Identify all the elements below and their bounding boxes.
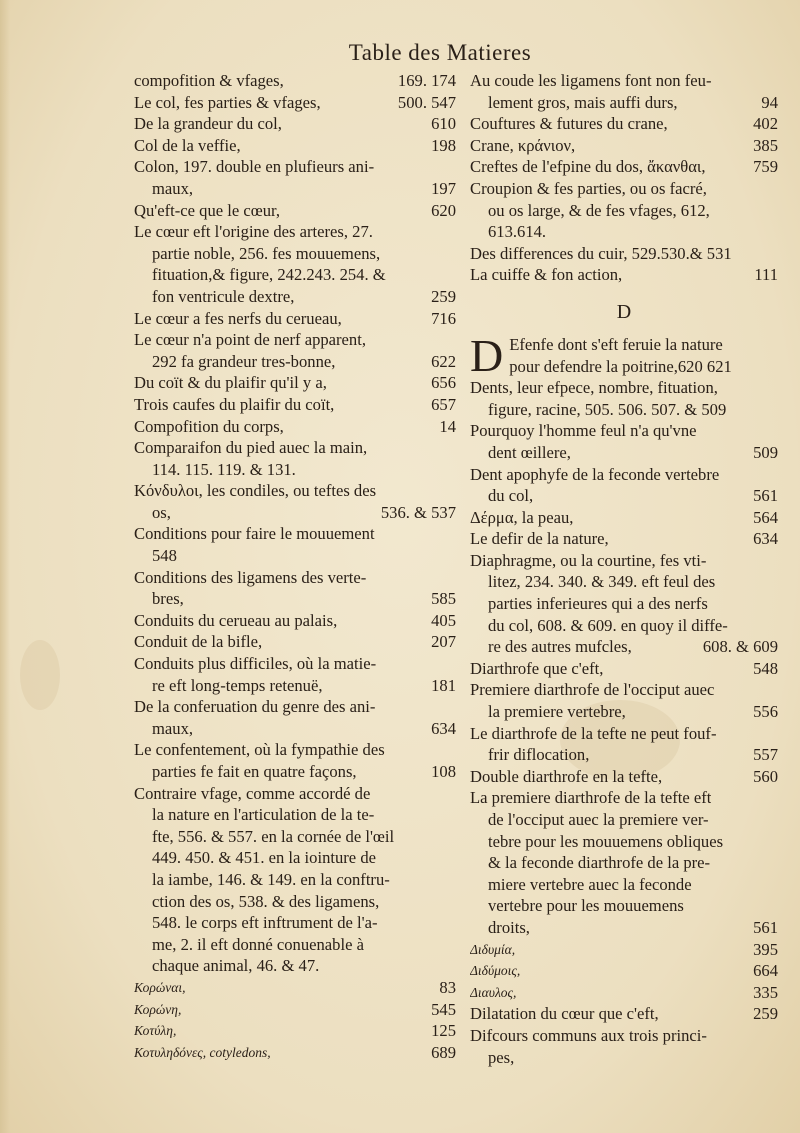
- entry-line: [470, 1047, 778, 1069]
- entry-line: [470, 571, 778, 593]
- entry-text: Διδύμοις,: [470, 963, 521, 979]
- page-reference: 557: [753, 745, 778, 765]
- entry-line: [134, 523, 456, 545]
- index-entry: [470, 464, 778, 507]
- page-reference: 83: [439, 977, 456, 997]
- entry-text: De la grandeur du col,: [134, 114, 282, 134]
- entry-text: La premiere diarthrofe de la tefte eft: [470, 788, 712, 808]
- page-reference: 656: [431, 373, 456, 393]
- section-letter: D: [616, 300, 632, 323]
- index-entry: [134, 200, 456, 222]
- entry-line: [470, 221, 778, 243]
- dropcap-entry-lines: [470, 329, 778, 381]
- page-reference: 634: [431, 718, 456, 738]
- index-entry: [470, 507, 778, 529]
- entry-line: [470, 507, 778, 529]
- index-entry: [470, 960, 778, 982]
- entry-line: [134, 502, 456, 524]
- entry-text: 449. 450. & 451. en la iointure de: [152, 848, 376, 868]
- entry-line: [134, 783, 456, 805]
- entry-text: 292 fa grandeur tres-bonne,: [152, 351, 336, 371]
- entry-line: [470, 593, 778, 615]
- entry-text: du col, 608. & 609. en quoy il diffe-: [488, 615, 728, 635]
- page-reference: 111: [754, 265, 778, 285]
- entry-line: [470, 356, 778, 378]
- index-entry: [134, 567, 456, 610]
- entry-text: compofition & vfages,: [134, 71, 284, 90]
- page-reference: 402: [753, 114, 778, 134]
- entry-text: Premiere diarthrofe de l'occiput auec: [470, 680, 715, 700]
- entry-text: Col de la veffie,: [134, 135, 241, 155]
- entry-text: re des autres mufcles,: [488, 637, 632, 657]
- index-entry: [134, 1042, 456, 1064]
- entry-text: Le confentement, où la fympathie des: [134, 740, 385, 760]
- index-entry: [470, 679, 778, 722]
- index-entry: [470, 70, 778, 113]
- entry-text: fituation,& figure, 242.243. 254. &: [152, 265, 386, 285]
- index-entry: [470, 766, 778, 788]
- entry-line: [134, 826, 456, 848]
- entry-text: maux,: [152, 718, 194, 738]
- entry-text: bres,: [152, 589, 184, 609]
- index-entry: [134, 70, 456, 92]
- entry-line: [134, 200, 456, 222]
- page-reference: 759: [753, 157, 778, 177]
- entry-line: [134, 308, 456, 330]
- index-entry: [134, 977, 456, 999]
- entry-text: tebre pour les mouuemens obliques: [488, 831, 724, 851]
- entry-line: [470, 723, 778, 745]
- entry-line: [470, 874, 778, 896]
- entry-line: [134, 437, 456, 459]
- entry-line: [134, 588, 456, 610]
- entry-text: Conduit de la bifle,: [134, 632, 263, 652]
- entry-text: maux,: [152, 178, 194, 198]
- entry-line: [470, 939, 778, 961]
- entry-text: dent œillere,: [488, 442, 571, 462]
- entry-line: [134, 653, 456, 675]
- entry-line: [134, 113, 456, 135]
- page-reference: 125: [431, 1021, 456, 1041]
- entry-line: [134, 329, 456, 351]
- entry-line: [134, 567, 456, 589]
- entry-line: [470, 178, 778, 200]
- page-reference: 207: [431, 632, 456, 652]
- entry-line: [470, 679, 778, 701]
- entry-text: Le diarthrofe de la tefte ne peut fouf-: [470, 723, 717, 743]
- entry-text: 548. le corps eft inftrument de l'a-: [152, 913, 378, 933]
- entry-line: [470, 550, 778, 572]
- entry-text: Qu'eft-ce que le cœur,: [134, 200, 281, 220]
- paper-stain: [20, 640, 60, 710]
- entry-text: & la feconde diarthrofe de la pre-: [488, 853, 711, 873]
- index-column-right: [470, 70, 778, 1068]
- index-entry: [470, 939, 778, 961]
- entry-text: la iambe, 146. & 149. en la conftru-: [152, 869, 390, 889]
- entry-text: figure, racine, 505. 506. 507. & 509: [488, 399, 727, 419]
- index-entry: [470, 550, 778, 658]
- entry-text: Double diarthrofe en la tefte,: [470, 766, 663, 786]
- index-entry: [134, 372, 456, 394]
- index-entry: [470, 156, 778, 178]
- index-entry: [134, 416, 456, 438]
- entry-line: [134, 1042, 456, 1064]
- index-entry: [134, 653, 456, 696]
- entry-text: Trois caufes du plaifir du coït,: [134, 394, 335, 414]
- entry-line: [470, 70, 778, 92]
- page-reference: 259: [431, 286, 456, 306]
- page-reference: 197: [431, 178, 456, 198]
- entry-text: pour defendre la poitrine,: [509, 356, 678, 376]
- entry-line: [470, 852, 778, 874]
- entry-line: [470, 1025, 778, 1047]
- entry-text: Croupion & fes parties, ou os facré,: [470, 178, 707, 198]
- index-entry: [470, 420, 778, 463]
- page-reference: 716: [431, 308, 456, 328]
- index-entry: [470, 1003, 778, 1025]
- dropcap-entry: [470, 329, 778, 381]
- entry-line: [470, 744, 778, 766]
- entry-line: [134, 286, 456, 308]
- entry-line: [134, 480, 456, 502]
- entry-text: Couftures & futures du crane,: [470, 114, 668, 134]
- entry-line: [134, 92, 456, 114]
- index-entry: [470, 658, 778, 680]
- page-reference: 500. 547: [397, 92, 456, 112]
- entry-text: re eft long-temps retenuë,: [152, 675, 323, 695]
- entry-line: [470, 701, 778, 723]
- entry-line: [470, 156, 778, 178]
- index-entry: [134, 156, 456, 199]
- page-reference: 620: [431, 200, 456, 220]
- entry-text: de l'occiput auec la premiere ver-: [488, 810, 709, 829]
- entry-text: Compofition du corps,: [134, 416, 284, 436]
- entry-text: Κοτύλη,: [134, 1023, 177, 1039]
- page-gutter-shadow: [0, 0, 10, 1133]
- entry-line: [470, 636, 778, 658]
- page-reference: 509: [753, 442, 778, 462]
- entry-text: Au coude les ligamens font non feu-: [470, 71, 712, 90]
- entry-text: Conduits du cerueau au palais,: [134, 610, 338, 630]
- page-reference: 556: [753, 702, 778, 722]
- page-reference: 622: [431, 351, 456, 371]
- entry-line: [470, 420, 778, 442]
- page-reference: 14: [439, 416, 456, 436]
- entry-line: [134, 372, 456, 394]
- page-reference: 561: [753, 486, 778, 506]
- entry-line: [134, 631, 456, 653]
- entry-text: frir diflocation,: [488, 745, 590, 765]
- entry-line: [470, 113, 778, 135]
- entry-text: me, 2. il eft donné conuenable à: [152, 934, 364, 954]
- index-entry: [134, 783, 456, 977]
- page-reference: 335: [753, 982, 778, 1002]
- index-column-left: [134, 70, 456, 1063]
- index-entry: [134, 113, 456, 135]
- entry-text: chaque animal, 46. & 47.: [152, 956, 320, 976]
- entry-line: [470, 895, 778, 917]
- entry-line: [470, 243, 778, 265]
- entry-text: Diaphragme, ou la courtine, fes vti-: [470, 550, 707, 570]
- entry-line: [470, 135, 778, 157]
- entry-text: Κορώνη,: [134, 1001, 182, 1017]
- entry-line: [134, 135, 456, 157]
- page-reference: 94: [761, 92, 778, 112]
- right-column-top-entries: [470, 70, 778, 286]
- page-reference: 545: [431, 999, 456, 1019]
- page-reference: 610: [431, 114, 456, 134]
- entry-line: [134, 243, 456, 265]
- page-reference: 536. & 537: [380, 502, 456, 522]
- index-entry: [470, 264, 778, 286]
- entry-text: Comparaifon du pied auec la main,: [134, 438, 368, 458]
- entry-text: os,: [152, 502, 171, 522]
- entry-line: [470, 264, 778, 286]
- entry-text: Difcours communs aux trois princi-: [470, 1025, 707, 1045]
- page-reference: 405: [431, 610, 456, 630]
- entry-line: [470, 377, 778, 399]
- entry-text: lement gros, mais auffi durs,: [488, 92, 678, 112]
- entry-line: [134, 696, 456, 718]
- entry-text: Conditions des ligamens des verte-: [134, 567, 367, 587]
- entry-line: [134, 70, 456, 92]
- page-reference: 561: [753, 917, 778, 937]
- entry-text: Le col, fes parties & vfages,: [134, 92, 321, 112]
- entry-line: [134, 955, 456, 977]
- page-reference: 664: [753, 961, 778, 981]
- entry-text: du col,: [488, 486, 534, 506]
- entry-line: [134, 869, 456, 891]
- entry-text: Creftes de l'efpine du dos, ἄκανθαι,: [470, 157, 706, 177]
- entry-line: [134, 847, 456, 869]
- entry-line: [470, 787, 778, 809]
- entry-text: Efenfe dont s'eft feruie la nature: [509, 334, 723, 354]
- entry-text: Dilatation du cœur que c'eft,: [470, 1004, 659, 1024]
- entry-line: [470, 485, 778, 507]
- entry-line: [134, 610, 456, 632]
- entry-text: La cuiffe & fon action,: [470, 265, 623, 285]
- entry-line: [134, 977, 456, 999]
- entry-text: pes,: [488, 1047, 515, 1067]
- page-reference: 634: [753, 529, 778, 549]
- entry-line: [470, 92, 778, 114]
- entry-line: [134, 156, 456, 178]
- entry-text: partie noble, 256. fes mouuemens,: [152, 243, 381, 263]
- entry-text: droits,: [488, 917, 530, 937]
- page-reference: 181: [431, 675, 456, 695]
- entry-line: [134, 912, 456, 934]
- index-entry: [134, 221, 456, 307]
- page-reference: 548: [753, 658, 778, 678]
- entry-line: [470, 615, 778, 637]
- entry-line: [470, 200, 778, 222]
- index-entry: [470, 178, 778, 243]
- index-entry: [470, 377, 778, 420]
- index-entry: [470, 1025, 778, 1068]
- page-header: Table des Matieres: [348, 40, 532, 65]
- entry-text: Crane, κράνιον,: [470, 135, 576, 155]
- entry-line: [134, 999, 456, 1021]
- entry-text: ction des os, 538. & des ligamens,: [152, 891, 380, 911]
- entry-line: [134, 459, 456, 481]
- page-reference: 395: [753, 939, 778, 959]
- entry-text: Le cœur eft l'origine des arteres, 27.: [134, 222, 373, 242]
- entry-line: [470, 334, 778, 356]
- entry-text: litez, 234. 340. & 349. eft feul des: [488, 572, 716, 592]
- page-reference: 169. 174: [397, 71, 456, 90]
- entry-line: [134, 221, 456, 243]
- entry-text: Contraire vfage, comme accordé de: [134, 783, 371, 803]
- entry-text: miere vertebre auec la feconde: [488, 874, 692, 894]
- index-entry: [470, 982, 778, 1004]
- entry-line: [134, 891, 456, 913]
- entry-text: vertebre pour les mouuemens: [488, 896, 684, 916]
- entry-line: [134, 934, 456, 956]
- entry-line: [134, 351, 456, 373]
- index-entry: [470, 135, 778, 157]
- index-entry: [134, 696, 456, 739]
- entry-text: Du coït & du plaifir qu'il y a,: [134, 373, 327, 393]
- page-reference: 198: [431, 135, 456, 155]
- index-entry: [134, 631, 456, 653]
- entry-line: [470, 464, 778, 486]
- entry-line: [134, 739, 456, 761]
- page-reference: 657: [431, 394, 456, 414]
- entry-text: la nature en l'articulation de la te-: [152, 805, 375, 825]
- entry-text: Κόνδυλοι, les condiles, ou teftes des: [134, 481, 377, 501]
- entry-line: [470, 1003, 778, 1025]
- entry-line: [134, 416, 456, 438]
- entry-text: 548: [152, 546, 177, 566]
- index-entry: [134, 739, 456, 782]
- entry-line: [134, 761, 456, 783]
- entry-text: fte, 556. & 557. en la cornée de l'œil: [152, 826, 395, 846]
- index-entry: [470, 113, 778, 135]
- entry-text: Dent apophyfe de la feconde vertebre: [470, 464, 720, 484]
- entry-text: Le cœur a fes nerfs du cerueau,: [134, 308, 342, 328]
- entry-line: [470, 809, 778, 831]
- index-entry: [134, 1020, 456, 1042]
- index-entry: [134, 329, 456, 372]
- entry-line: [470, 917, 778, 939]
- page-reference: 689: [431, 1042, 456, 1062]
- entry-text: parties fe fait en quatre façons,: [152, 762, 357, 781]
- entry-line: [134, 718, 456, 740]
- entry-text: Κοτυληδόνες, cotyledons,: [134, 1044, 271, 1060]
- page-reference: 108: [431, 762, 456, 781]
- entry-text: parties inferieures qui a des nerfs: [488, 594, 708, 614]
- entry-text: Pourquoy l'homme feul n'a qu'vne: [470, 421, 697, 441]
- entry-text: ou os large, & de fes vfages, 612,: [488, 200, 710, 220]
- index-entry: [134, 480, 456, 523]
- page-reference: 564: [753, 507, 778, 527]
- index-entry: [134, 308, 456, 330]
- index-entry: [134, 92, 456, 114]
- drop-cap-letter: D: [470, 329, 504, 381]
- index-entry: [134, 523, 456, 566]
- entry-text: Diarthrofe que c'eft,: [470, 658, 604, 678]
- entry-text: Conduits plus difficiles, où la matie-: [134, 654, 377, 674]
- entry-line: [134, 394, 456, 416]
- entry-line: [470, 658, 778, 680]
- entry-text: fon ventricule dextre,: [152, 286, 295, 306]
- index-entry: [134, 999, 456, 1021]
- index-entry: [470, 528, 778, 550]
- entry-text: Conditions pour faire le mouuement: [134, 524, 375, 544]
- entry-line: [470, 442, 778, 464]
- index-entry: [134, 437, 456, 480]
- entry-text: Διδυμία,: [470, 941, 516, 957]
- entry-text: 114. 115. 119. & 131.: [152, 459, 296, 479]
- entry-line: [134, 1020, 456, 1042]
- entry-line: [470, 960, 778, 982]
- page-reference: 608. & 609: [702, 637, 778, 657]
- entry-line: [134, 675, 456, 697]
- entry-text: De la conferuation du genre des ani-: [134, 697, 376, 717]
- entry-line: [134, 264, 456, 286]
- index-entry: [470, 787, 778, 938]
- entry-line: [470, 766, 778, 788]
- index-entry: [134, 610, 456, 632]
- entry-text: la premiere vertebre,: [488, 702, 626, 722]
- page-reference: 385: [753, 135, 778, 155]
- index-entry: [134, 394, 456, 416]
- index-entry: [134, 135, 456, 157]
- entry-text: Dents, leur efpece, nombre, fituation,: [470, 378, 718, 398]
- index-entry: [470, 723, 778, 766]
- entry-line: [470, 399, 778, 421]
- entry-text: Colon, 197. double en plufieurs ani-: [134, 157, 375, 177]
- entry-line: [470, 982, 778, 1004]
- right-column-bottom-entries: [470, 377, 778, 1068]
- entry-text: Le defir de la nature,: [470, 529, 609, 549]
- entry-text: 613.614.: [488, 222, 547, 242]
- page-reference: 585: [431, 589, 456, 609]
- entry-text: Κορώναι,: [134, 979, 186, 995]
- entry-text: Le cœur n'a point de nerf apparent,: [134, 330, 366, 350]
- entry-line: [134, 178, 456, 200]
- entry-line: [470, 528, 778, 550]
- index-entry: [470, 243, 778, 265]
- page-reference: 620 621: [677, 356, 732, 376]
- entry-line: [134, 804, 456, 826]
- entry-line: [134, 545, 456, 567]
- entry-text: Δέρμα, la peau,: [470, 507, 574, 527]
- entry-line: [470, 831, 778, 853]
- entry-text: Διαυλος,: [470, 984, 517, 1000]
- entry-text: Des differences du cuir, 529.530.& 531: [470, 243, 732, 263]
- page-reference: 560: [753, 766, 778, 786]
- page-reference: 259: [753, 1004, 778, 1024]
